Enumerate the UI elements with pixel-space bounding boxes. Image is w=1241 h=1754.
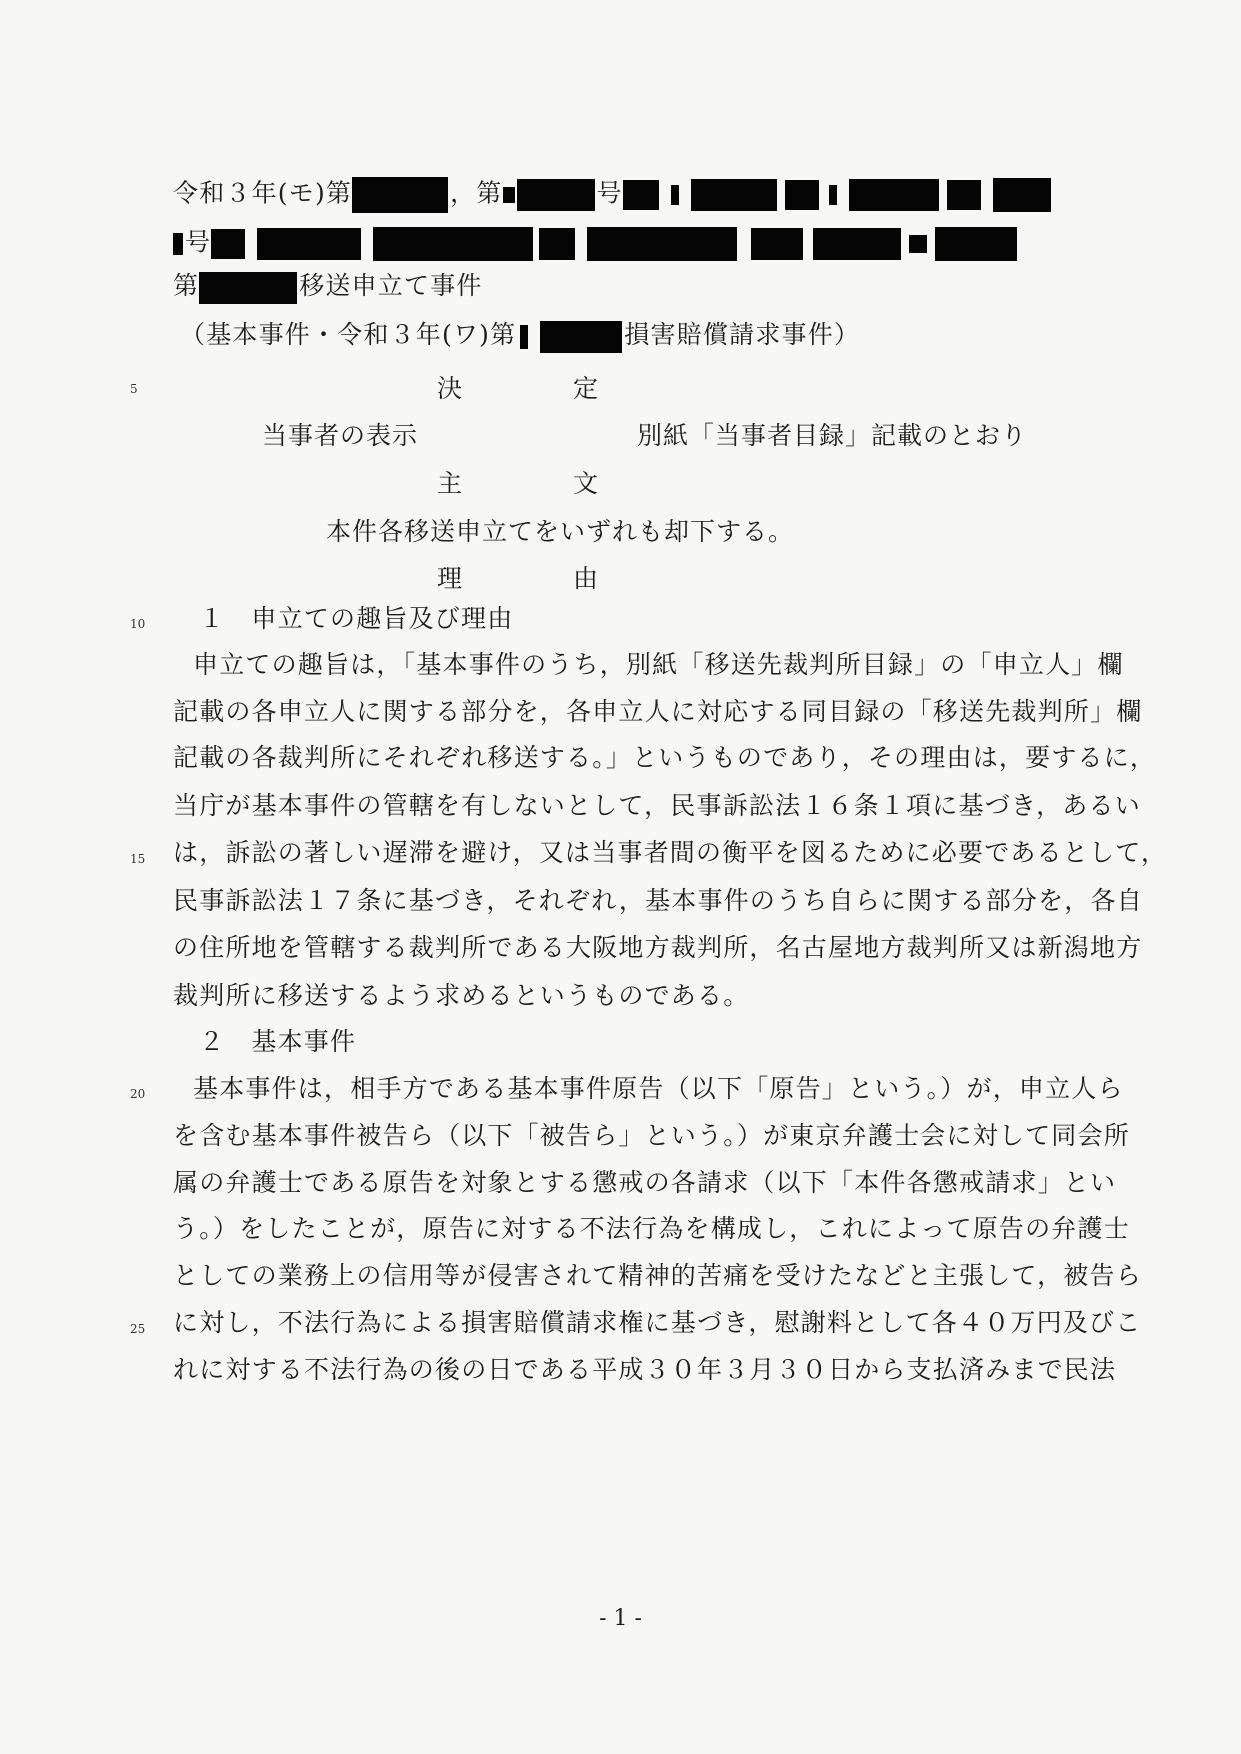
- page-number: - 1 -: [599, 1606, 642, 1631]
- case-prefix: 第: [173, 271, 200, 300]
- line-number: 15: [130, 852, 146, 866]
- body-line: は，訴訟の著しい遅滞を避け，又は当事者間の衡平を図るために必要であるとして，: [173, 838, 1168, 867]
- redaction-block: [623, 180, 659, 210]
- body-line: に対し，不法行為による損害賠償請求権に基づき，慰謝料として各４０万円及びこ: [173, 1308, 1142, 1337]
- redaction-block: [520, 325, 528, 349]
- redaction-block: [751, 228, 803, 260]
- body-line: 裁判所に移送するよう求めるというものである。: [173, 981, 750, 1010]
- body-line: 当庁が基本事件の管轄を有しないとして，民事訴訟法１６条１項に基づき，あるい: [173, 791, 1141, 820]
- redaction-block: [935, 227, 1017, 261]
- case-go: 号: [185, 227, 212, 257]
- case-number-line-1: [173, 177, 1053, 213]
- redaction-block: [587, 227, 737, 261]
- redaction-block: [785, 180, 819, 210]
- case-title: 移送申立て事件: [299, 271, 483, 300]
- body-line: としての業務上の信用等が侵害されて精神的苦痛を受けたなどと主張して，被告ら: [173, 1261, 1142, 1290]
- main-text-heading-left: 主: [437, 469, 464, 498]
- redaction-block: [352, 177, 448, 213]
- line-number: 20: [130, 1087, 146, 1101]
- redaction-block: [993, 178, 1051, 212]
- case-prefix: 令和３年(モ)第: [173, 178, 353, 208]
- redaction-block: [173, 233, 183, 255]
- parties-value: 別紙「当事者目録」記載のとおり: [637, 421, 1028, 450]
- redaction-block: [671, 185, 679, 205]
- redaction-block: [829, 185, 837, 205]
- case-number-line-3: [173, 271, 483, 304]
- case-separator: ，第: [450, 178, 503, 208]
- body-line: を含む基本事件被告ら（以下「被告ら」という。）が東京弁護士会に対して同会所: [173, 1121, 1130, 1150]
- parties-label: 当事者の表示: [262, 421, 419, 450]
- main-text: 本件各移送申立てをいずれも却下する。: [326, 517, 795, 546]
- redaction-block: [503, 187, 515, 203]
- redaction-block: [539, 228, 575, 260]
- line-number: 25: [130, 1322, 146, 1336]
- case-go: 号: [596, 178, 623, 208]
- case-number-line-2: [173, 227, 1019, 261]
- redaction-block: [947, 180, 981, 210]
- line-number: 10: [130, 617, 146, 631]
- body-line: 属の弁護士である原告を対象とする懲戒の各請求（以下「本件各懲戒請求」とい: [173, 1168, 1117, 1197]
- section-1-heading: １ 申立ての趣旨及び理由: [199, 604, 514, 633]
- main-text-heading-right: 文: [573, 469, 600, 498]
- body-line: 記載の各裁判所にそれぞれ移送する。」というものであり，その理由は，要するに，: [173, 743, 1157, 772]
- redaction-block: [517, 179, 595, 211]
- body-line: う。）をしたことが，原告に対する不法行為を構成し，これによって原告の弁護士: [173, 1214, 1130, 1243]
- title-right: 定: [573, 374, 600, 403]
- redaction-block: [849, 179, 939, 211]
- redaction-block: [540, 321, 622, 353]
- base-case-prefix: （基本事件・令和３年(ワ)第: [180, 320, 517, 349]
- redaction-block: [909, 235, 927, 253]
- redaction-block: [691, 179, 777, 211]
- redaction-block: [199, 272, 297, 304]
- line-number: 5: [130, 382, 138, 396]
- body-line: 申立ての趣旨は，「基本事件のうち，別紙「移送先裁判所目録」の「申立人」欄: [193, 650, 1124, 679]
- reasons-heading-right: 由: [573, 564, 600, 593]
- base-case-suffix: 損害賠償請求事件）: [624, 320, 861, 349]
- title-left: 決: [437, 374, 464, 403]
- redaction-block: [813, 228, 901, 260]
- section-2-heading: ２ 基本事件: [199, 1027, 357, 1056]
- body-line: 民事訴訟法１７条に基づき，それぞれ，基本事件のうち自らに関する部分を，各自: [173, 886, 1143, 915]
- base-case-line: [180, 320, 860, 353]
- reasons-heading-left: 理: [437, 564, 464, 593]
- body-line: の住所地を管轄する裁判所である大阪地方裁判所，名古屋地方裁判所又は新潟地方: [173, 933, 1143, 962]
- redaction-block: [211, 229, 245, 259]
- redaction-block: [373, 227, 533, 261]
- body-line: れに対する不法行為の後の日である平成３０年３月３０日から支払済みまで民法: [173, 1355, 1117, 1384]
- body-line: 記載の各申立人に関する部分を，各申立人に対応する同目録の「移送先裁判所」欄: [173, 697, 1143, 726]
- redaction-block: [257, 228, 361, 260]
- body-line: 基本事件は，相手方である基本事件原告（以下「原告」という。）が，申立人ら: [193, 1074, 1124, 1103]
